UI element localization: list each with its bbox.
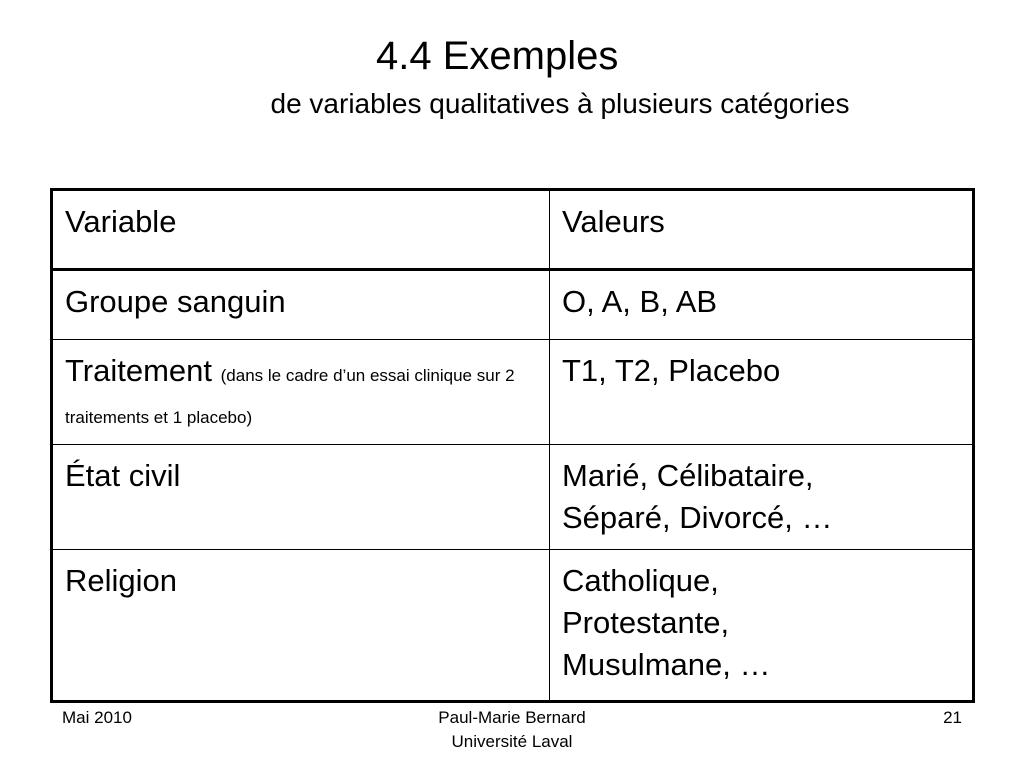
variable-name: État civil (65, 458, 181, 493)
variable-cell (52, 445, 550, 550)
variable-name: Religion (65, 563, 178, 598)
variable-cell (52, 270, 550, 340)
values-line: Séparé, Divorcé, … (562, 500, 833, 535)
slide-title: 4.4 Exemples (376, 34, 619, 78)
slide-subtitle: de variables qualitatives à plusieurs catégories (270, 88, 850, 119)
variable-name: Traitement (65, 353, 213, 388)
variable-cell (52, 550, 550, 702)
values-cell (550, 445, 974, 550)
footer-institution: Université Laval (451, 732, 573, 751)
footer-date: Mai 2010 (62, 708, 132, 727)
variable-name: Groupe sanguin (65, 284, 286, 319)
values-cell (550, 340, 974, 445)
variable-note: (dans le cadre d’un essai clinique sur 2 traitements et 1 placebo) (65, 366, 515, 427)
values-line: Protestante, (562, 605, 730, 640)
table-row (52, 340, 974, 445)
variable-cell (52, 340, 550, 445)
values-line: O, A, B, AB (562, 284, 718, 319)
values-line: Musulmane, … (562, 647, 771, 682)
page-number: 21 (943, 708, 962, 727)
table-row (52, 270, 974, 340)
footer-author: Paul-Marie Bernard (438, 708, 586, 727)
footer-author-block (362, 706, 662, 754)
table-header-row (52, 190, 974, 270)
header-variable: Variable (52, 190, 550, 270)
values-line: Catholique, (562, 563, 719, 598)
table-row (52, 445, 974, 550)
values-line: T1, T2, Placebo (562, 353, 781, 388)
values-line: Marié, Célibataire, (562, 458, 814, 493)
values-cell (550, 550, 974, 702)
header-valeurs: Valeurs (550, 190, 974, 270)
variables-table (50, 188, 975, 703)
values-cell (550, 270, 974, 340)
table-row (52, 550, 974, 702)
